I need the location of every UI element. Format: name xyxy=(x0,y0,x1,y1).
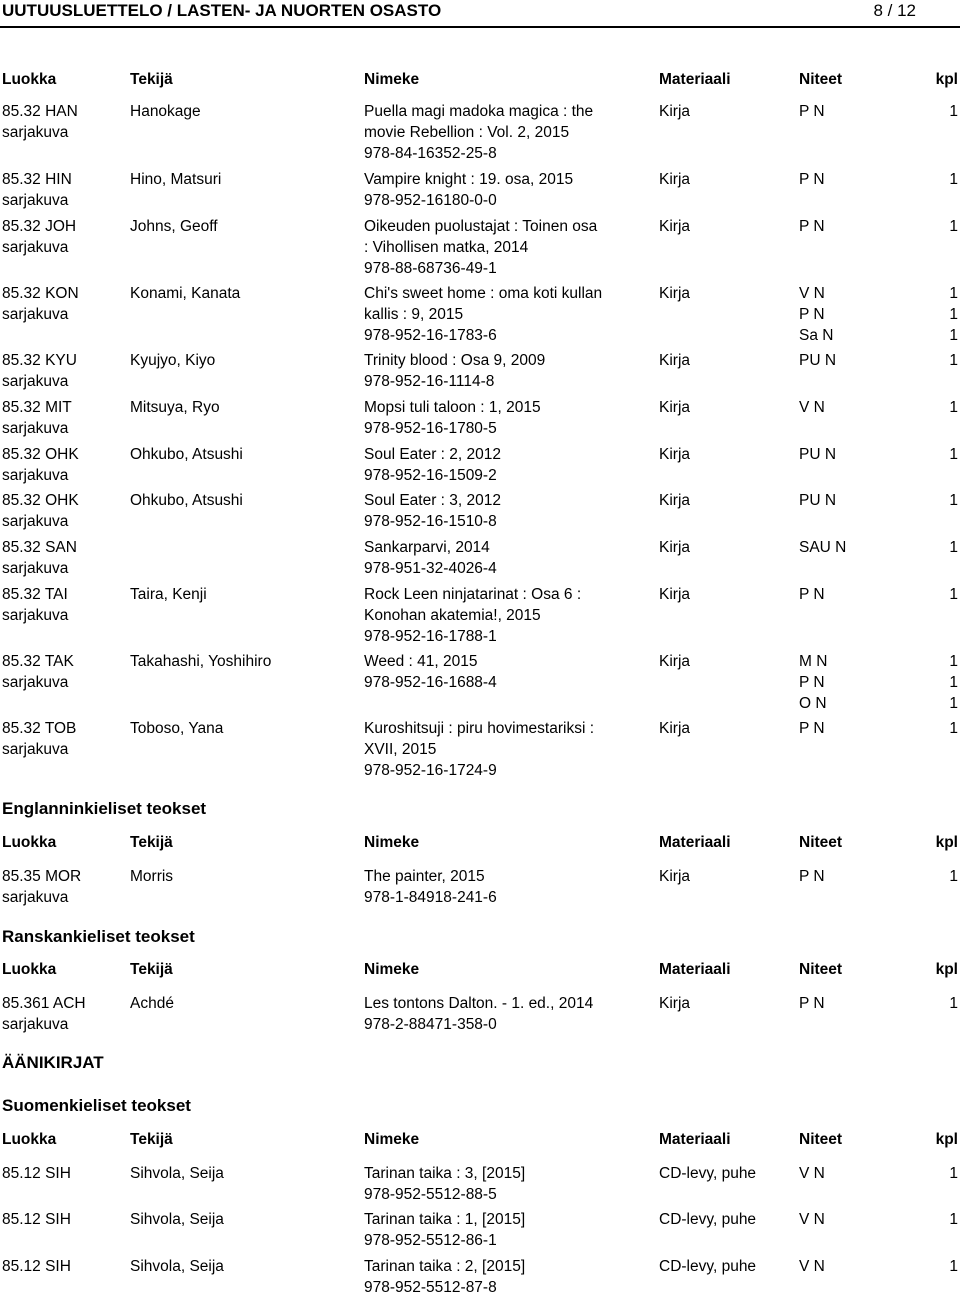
entry-luokka: 85.361 ACH sarjakuva xyxy=(2,995,86,1033)
entry-luokka: 85.12 SIH xyxy=(2,1258,71,1275)
entry-luokka: 85.32 OHK sarjakuva xyxy=(2,492,79,530)
entry-nimeke: Oikeuden puolustajat : Toinen osa : Vihollisen matka, 2014 978-88-68736-49-1 xyxy=(364,218,598,277)
entry-luokka: 85.32 MIT sarjakuva xyxy=(2,399,72,437)
entry-luokka: 85.32 SAN sarjakuva xyxy=(2,539,77,577)
column-kpl-header: kpl xyxy=(935,1131,958,1148)
column-materiaali-header: Materiaali xyxy=(659,834,731,851)
entry-niteet: PU N xyxy=(799,352,837,369)
entry-tekija: Achdé xyxy=(130,995,174,1012)
entry-nimeke: Mopsi tuli taloon : 1, 2015 978-952-16-1780-5 xyxy=(364,399,541,437)
column-materiaali-header: Materiaali xyxy=(659,1131,731,1148)
column-niteet-header: Niteet xyxy=(799,1131,843,1148)
entry-kpl: 1 xyxy=(949,352,958,369)
entry-tekija: Sihvola, Seija xyxy=(130,1211,224,1228)
entry-luokka: 85.12 SIH xyxy=(2,1211,71,1228)
column-nimeke-header: Nimeke xyxy=(364,961,420,978)
entry-tekija: Ohkubo, Atsushi xyxy=(130,446,243,463)
entry-materiaali: Kirja xyxy=(659,492,691,509)
column-tekija-header: Tekijä xyxy=(130,71,173,88)
column-header-row xyxy=(0,961,960,981)
entry-niteet: P N xyxy=(799,868,825,885)
entry-luokka: 85.32 TOB sarjakuva xyxy=(2,720,77,758)
entry-nimeke: Vampire knight : 19. osa, 2015 978-952-16180-0-0 xyxy=(364,171,574,209)
entry-niteet: PU N xyxy=(799,446,837,463)
entry-materiaali: Kirja xyxy=(659,446,691,463)
entry-materiaali: Kirja xyxy=(659,171,691,188)
entry-kpl: 1 1 1 xyxy=(949,653,958,712)
column-kpl-header: kpl xyxy=(935,961,958,978)
entry-tekija: Hino, Matsuri xyxy=(130,171,222,188)
section-title: Suomenkieliset teokset xyxy=(2,1096,191,1115)
entry-materiaali: Kirja xyxy=(659,653,691,670)
column-tekija-header: Tekijä xyxy=(130,961,173,978)
document-title: UUTUUSLUETTELO / LASTEN- JA NUORTEN OSASTO xyxy=(2,1,442,20)
entry-materiaali: Kirja xyxy=(659,995,691,1012)
column-luokka-header: Luokka xyxy=(2,834,57,851)
column-nimeke-header: Nimeke xyxy=(364,71,420,88)
entry-materiaali: Kirja xyxy=(659,720,691,737)
entry-materiaali: CD-levy, puhe xyxy=(659,1258,757,1275)
entry-kpl: 1 1 1 xyxy=(949,285,958,344)
entry-niteet: M N P N O N xyxy=(799,653,828,712)
entry-tekija: Sihvola, Seija xyxy=(130,1258,224,1275)
entry-niteet: P N xyxy=(799,586,825,603)
entry-tekija: Ohkubo, Atsushi xyxy=(130,492,243,509)
entry-kpl: 1 xyxy=(949,995,958,1012)
entry-luokka: 85.32 KYU sarjakuva xyxy=(2,352,77,390)
entry-materiaali: Kirja xyxy=(659,539,691,556)
column-header-row xyxy=(0,71,960,91)
entry-luokka: 85.32 TAK sarjakuva xyxy=(2,653,74,691)
entry-materiaali: Kirja xyxy=(659,352,691,369)
entry-niteet: V N P N Sa N xyxy=(799,285,834,344)
column-luokka-header: Luokka xyxy=(2,71,57,88)
entry-tekija: Taira, Kenji xyxy=(130,586,207,603)
column-materiaali-header: Materiaali xyxy=(659,71,731,88)
entry-materiaali: CD-levy, puhe xyxy=(659,1211,757,1228)
section-title: Ranskankieliset teokset xyxy=(2,927,195,946)
entry-kpl: 1 xyxy=(949,446,958,463)
column-nimeke-header: Nimeke xyxy=(364,834,420,851)
entry-tekija: Toboso, Yana xyxy=(130,720,224,737)
entry-materiaali: Kirja xyxy=(659,399,691,416)
entry-kpl: 1 xyxy=(949,868,958,885)
entry-kpl: 1 xyxy=(949,218,958,235)
entry-tekija: Mitsuya, Ryo xyxy=(130,399,220,416)
entry-tekija: Takahashi, Yoshihiro xyxy=(130,653,272,670)
entry-luokka: 85.32 HIN sarjakuva xyxy=(2,171,72,209)
entry-nimeke: The painter, 2015 978-1-84918-241-6 xyxy=(364,868,497,906)
entry-niteet: P N xyxy=(799,103,825,120)
entry-luokka: 85.12 SIH xyxy=(2,1165,71,1182)
entry-kpl: 1 xyxy=(949,586,958,603)
column-materiaali-header: Materiaali xyxy=(659,961,731,978)
entry-luokka: 85.35 MOR sarjakuva xyxy=(2,868,82,906)
entry-luokka: 85.32 JOH sarjakuva xyxy=(2,218,77,256)
entry-materiaali: Kirja xyxy=(659,285,691,302)
entry-materiaali: Kirja xyxy=(659,586,691,603)
column-header-row xyxy=(0,834,960,854)
entry-nimeke: Tarinan taika : 3, [2015] 978-952-5512-88-5 xyxy=(364,1165,526,1203)
entry-nimeke: Soul Eater : 2, 2012 978-952-16-1509-2 xyxy=(364,446,502,484)
column-niteet-header: Niteet xyxy=(799,834,843,851)
entry-kpl: 1 xyxy=(949,103,958,120)
entry-tekija: Morris xyxy=(130,868,174,885)
entry-luokka: 85.32 KON sarjakuva xyxy=(2,285,79,323)
entry-niteet: P N xyxy=(799,995,825,1012)
entry-nimeke: Soul Eater : 3, 2012 978-952-16-1510-8 xyxy=(364,492,502,530)
entry-niteet: P N xyxy=(799,720,825,737)
entry-tekija: Hanokage xyxy=(130,103,201,120)
section-title: ÄÄNIKIRJAT xyxy=(2,1053,104,1072)
column-niteet-header: Niteet xyxy=(799,71,843,88)
entry-materiaali: Kirja xyxy=(659,218,691,235)
entry-kpl: 1 xyxy=(949,492,958,509)
column-luokka-header: Luokka xyxy=(2,1131,57,1148)
column-kpl-header: kpl xyxy=(935,834,958,851)
entry-nimeke: Tarinan taika : 1, [2015] 978-952-5512-86-1 xyxy=(364,1211,526,1249)
entry-niteet: PU N xyxy=(799,492,837,509)
entry-materiaali: CD-levy, puhe xyxy=(659,1165,757,1182)
entry-kpl: 1 xyxy=(949,1211,958,1228)
entry-niteet: P N xyxy=(799,171,825,188)
entry-kpl: 1 xyxy=(949,399,958,416)
entry-kpl: 1 xyxy=(949,171,958,188)
entry-luokka: 85.32 HAN sarjakuva xyxy=(2,103,78,141)
column-header-row xyxy=(0,1131,960,1151)
entry-kpl: 1 xyxy=(949,1165,958,1182)
entry-nimeke: Trinity blood : Osa 9, 2009 978-952-16-1114-8 xyxy=(364,352,546,390)
entry-nimeke: Rock Leen ninjatarinat : Osa 6 : Konohan akatemia!, 2015 978-952-16-1788-1 xyxy=(364,586,582,645)
entry-nimeke: Sankarparvi, 2014 978-951-32-4026-4 xyxy=(364,539,497,577)
entry-niteet: V N xyxy=(799,1258,825,1275)
column-niteet-header: Niteet xyxy=(799,961,843,978)
entry-materiaali: Kirja xyxy=(659,103,691,120)
page-number: 8 / 12 xyxy=(873,1,916,20)
entry-tekija: Sihvola, Seija xyxy=(130,1165,224,1182)
entry-kpl: 1 xyxy=(949,1258,958,1275)
entry-niteet: V N xyxy=(799,1211,825,1228)
entry-niteet: P N xyxy=(799,218,825,235)
column-tekija-header: Tekijä xyxy=(130,1131,173,1148)
entry-nimeke: Les tontons Dalton. - 1. ed., 2014 978-2-88471-358-0 xyxy=(364,995,594,1033)
entry-tekija: Johns, Geoff xyxy=(130,218,218,235)
entry-niteet: V N xyxy=(799,399,825,416)
entry-nimeke: Weed : 41, 2015 978-952-16-1688-4 xyxy=(364,653,497,691)
entry-materiaali: Kirja xyxy=(659,868,691,885)
entry-kpl: 1 xyxy=(949,720,958,737)
column-kpl-header: kpl xyxy=(935,71,958,88)
column-tekija-header: Tekijä xyxy=(130,834,173,851)
entry-nimeke: Kuroshitsuji : piru hovimestariksi : XVII, 2015 978-952-16-1724-9 xyxy=(364,720,594,779)
entry-nimeke: Chi's sweet home : oma koti kullan kallis : 9, 2015 978-952-16-1783-6 xyxy=(364,285,603,344)
entry-kpl: 1 xyxy=(949,539,958,556)
entry-nimeke: Tarinan taika : 2, [2015] 978-952-5512-87-8 xyxy=(364,1258,526,1296)
column-luokka-header: Luokka xyxy=(2,961,57,978)
entry-luokka: 85.32 TAI sarjakuva xyxy=(2,586,69,624)
entry-nimeke: Puella magi madoka magica : the movie Rebellion : Vol. 2, 2015 978-84-16352-25-8 xyxy=(364,103,594,162)
entry-tekija: Kyujyo, Kiyo xyxy=(130,352,216,369)
entry-luokka: 85.32 OHK sarjakuva xyxy=(2,446,79,484)
entry-niteet: SAU N xyxy=(799,539,847,556)
entry-tekija: Konami, Kanata xyxy=(130,285,241,302)
column-nimeke-header: Nimeke xyxy=(364,1131,420,1148)
entry-niteet: V N xyxy=(799,1165,825,1182)
section-title: Englanninkieliset teokset xyxy=(2,799,207,818)
